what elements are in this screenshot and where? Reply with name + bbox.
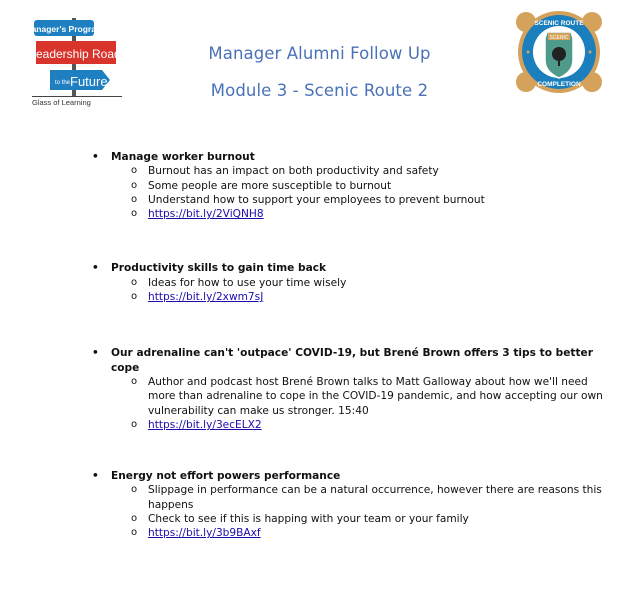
energy-link[interactable]: https://bit.ly/3b9BAxf	[148, 527, 261, 540]
adrenaline-link[interactable]: https://bit.ly/3ecELX2	[148, 418, 262, 431]
list-item	[92, 276, 612, 290]
item-text: Author and podcast host Brené Brown talks to Matt Galloway about how we'll need more than adrenaline to cope in the COVID-19 pandemic, and how accepting our own vulnerability can make us stronger. 15:40	[148, 375, 603, 417]
heading-text: Manage worker burnout	[111, 151, 255, 163]
productivity-link[interactable]: https://bit.ly/2xwm7sJ	[148, 291, 264, 304]
bullet-icon: •	[92, 470, 99, 483]
item-text: Check to see if this is happing with your team or your family	[148, 513, 469, 526]
circle-bullet-icon: o	[131, 527, 138, 539]
bullet-icon: •	[92, 151, 99, 163]
item-text: Some people are more susceptible to burnout	[148, 179, 392, 192]
bullet-icon: •	[92, 347, 99, 360]
circle-bullet-icon: o	[131, 375, 138, 387]
list-item	[92, 290, 612, 304]
scenic-route-completion-badge	[514, 8, 604, 96]
list-item	[92, 193, 612, 207]
circle-bullet-icon: o	[131, 193, 138, 205]
circle-bullet-icon: o	[131, 179, 138, 191]
badge-shield-text: SCENIC	[549, 35, 569, 41]
content-list	[92, 150, 612, 581]
item-text: Slippage in performance can be a natural occurrence, however there are reasons this happens	[148, 484, 602, 511]
section-heading	[92, 346, 612, 375]
section-adrenaline-covid	[92, 346, 612, 432]
logo-sign-1: Manager's Program	[28, 24, 104, 34]
circle-bullet-icon: o	[131, 165, 138, 177]
section-energy-performance	[92, 469, 612, 540]
item-text: Understand how to support your employees to prevent burnout	[148, 193, 485, 206]
page-subtitle: Module 3 - Scenic Route 2	[210, 81, 429, 100]
circle-bullet-icon: o	[131, 513, 138, 525]
section-productivity-skills	[92, 261, 612, 304]
logo-sign-3-small: to the	[55, 80, 71, 86]
list-item	[92, 207, 612, 221]
circle-bullet-icon: o	[131, 418, 138, 430]
circle-bullet-icon: o	[131, 291, 138, 303]
section-worker-burnout	[92, 150, 612, 221]
page-title: Manager Alumni Follow Up	[208, 44, 431, 63]
badge-top-text: SCENIC ROUTE	[534, 20, 584, 27]
heading-text: Our adrenaline can't 'outpace' COVID-19, but Brené Brown offers 3 tips to better cope	[111, 347, 593, 374]
burnout-link[interactable]: https://bit.ly/2ViQNH8	[148, 208, 264, 221]
list-item	[92, 526, 612, 540]
list-item	[92, 418, 612, 432]
logo-sign-2: Leadership Road	[29, 47, 121, 61]
item-text: Burnout has an impact on both productivity and safety	[148, 165, 439, 178]
list-item	[92, 483, 612, 512]
list-item	[92, 375, 612, 418]
heading-text: Productivity skills to gain time back	[111, 262, 327, 275]
logo-footer: Glass of Learning	[32, 98, 91, 107]
bullet-icon: •	[92, 262, 99, 275]
item-text: Ideas for how to use your time wisely	[148, 276, 347, 289]
circle-bullet-icon: o	[131, 484, 138, 496]
logo-sign-3-big: Future	[70, 74, 108, 89]
list-item	[92, 164, 612, 178]
list-item	[92, 512, 612, 526]
circle-bullet-icon: o	[131, 208, 138, 220]
badge-bottom-text: COMPLETION	[537, 81, 581, 88]
heading-text: Energy not effort powers performance	[111, 470, 341, 483]
section-heading	[92, 469, 612, 483]
section-heading	[92, 150, 612, 164]
circle-bullet-icon: o	[131, 276, 138, 288]
list-item	[92, 179, 612, 193]
section-heading	[92, 261, 612, 275]
